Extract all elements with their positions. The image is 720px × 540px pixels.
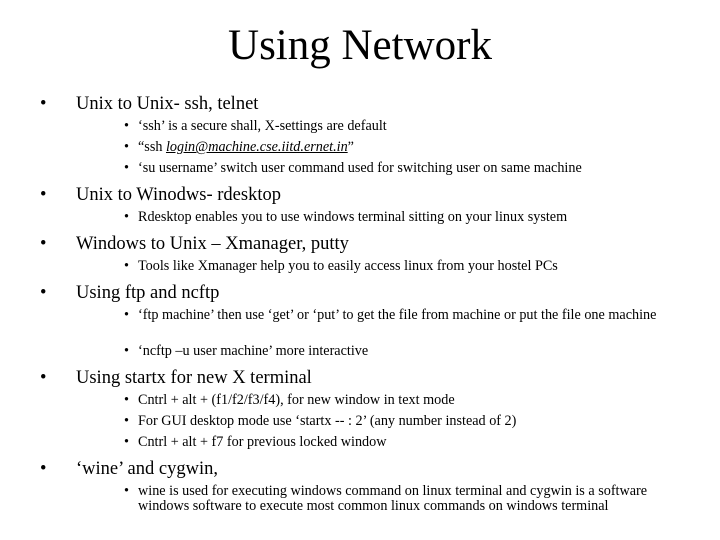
bullet-dot: • [124, 483, 129, 499]
sub-bullet-text: Rdesktop enables you to use windows terminal sitting on your linux system [138, 209, 568, 225]
bullet-dot: • [124, 413, 129, 429]
bullet-dot: • [40, 234, 47, 254]
bullet-heading: Unix to Winodws- rdesktop [76, 185, 281, 205]
ssh-prefix: “ssh [138, 139, 166, 155]
bullet-dot: • [124, 258, 129, 274]
bullet-dot: • [40, 283, 47, 303]
bullet-dot: • [124, 434, 129, 450]
bullet-dot: • [40, 459, 47, 479]
bullet-dot: • [124, 343, 129, 359]
sub-bullet-text [138, 140, 688, 155]
ssh-suffix: ” [347, 139, 354, 155]
bullet-dot: • [124, 209, 129, 225]
bullet-dot: • [124, 118, 129, 134]
sub-bullet-text: ‘ssh’ is a secure shall, X-settings are default [138, 118, 387, 134]
ssh-login-link[interactable]: login@machine.cse.iitd.ernet.in [165, 139, 348, 155]
bullet-dot: • [40, 94, 47, 114]
sub-bullet-text: ‘ftp machine’ then use ‘get’ or ‘put’ to get the file from machine or put the file one machine [138, 307, 657, 323]
bullet-heading: Using startx for new X terminal [76, 368, 312, 388]
sub-bullet-text: ‘su username’ switch user command used for switching user on same machine [138, 160, 582, 176]
slide-title: Using Network [228, 22, 492, 69]
bullet-dot: • [124, 307, 129, 323]
bullet-dot: • [40, 368, 47, 388]
bullet-dot: • [124, 160, 129, 176]
bullet-dot: • [124, 392, 129, 408]
bullet-heading: ‘wine’ and cygwin, [76, 459, 218, 479]
sub-bullet-text: wine is used for executing windows command on linux terminal and cygwin is a software windows software to execute most common linux commands on windows terminal [138, 483, 648, 514]
sub-bullet-text: Cntrl + alt + f7 for previous locked window [138, 434, 387, 450]
sub-bullet-text: ‘ncftp –u user machine’ more interactive [138, 343, 369, 359]
sub-bullet-text: Tools like Xmanager help you to easily access linux from your hostel PCs [138, 258, 558, 274]
bullet-dot: • [40, 185, 47, 205]
sub-bullet-text: For GUI desktop mode use ‘startx -- : 2’ (any number instead of 2) [138, 413, 517, 429]
bullet-heading: Unix to Unix- ssh, telnet [76, 94, 259, 114]
bullet-heading: Windows to Unix – Xmanager, putty [76, 234, 349, 254]
sub-bullet-text: Cntrl + alt + (f1/f2/f3/f4), for new window in text mode [138, 392, 455, 408]
bullet-dot: • [124, 139, 129, 155]
bullet-heading: Using ftp and ncftp [76, 283, 220, 303]
